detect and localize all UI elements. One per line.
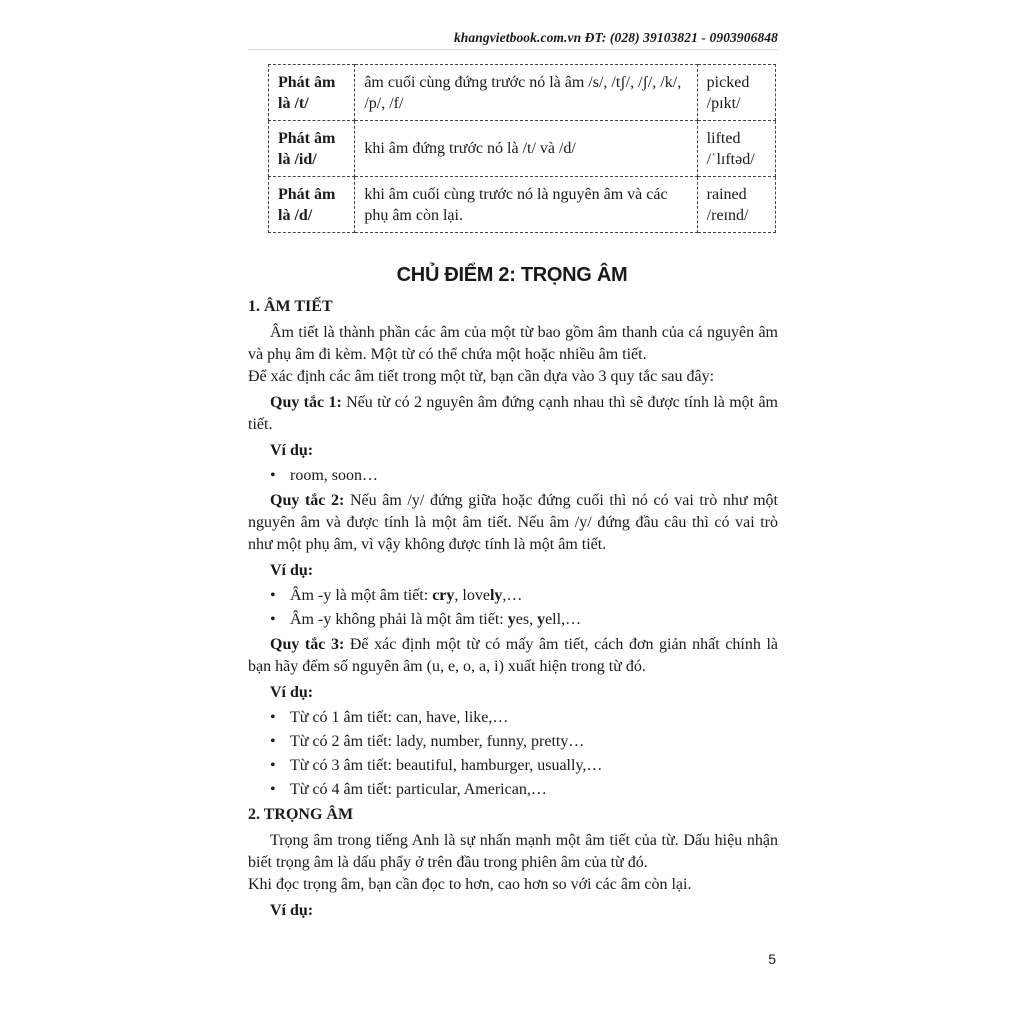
table-row — [269, 121, 776, 177]
bullet-icon: • — [270, 611, 276, 628]
table-cell-example — [697, 177, 775, 233]
text-fragment: ,… — [502, 587, 523, 604]
rule-label: Quy tắc 2: — [270, 492, 345, 509]
table-cell-rule: khi âm cuối cùng trước nó là nguyên âm và các phụ âm còn lại. — [355, 177, 697, 233]
list-item-text: Từ có 3 âm tiết: beautiful, hamburger, usually,… — [290, 757, 603, 774]
example-list — [248, 464, 778, 488]
label-line: Phát âm — [278, 73, 336, 91]
bullet-icon: • — [270, 757, 276, 774]
text-fragment: es, — [515, 611, 538, 628]
example-ipa: /ˈlɪftəd/ — [706, 150, 755, 168]
list-item — [270, 464, 778, 488]
bullet-icon: • — [270, 733, 276, 750]
example-heading: Ví dụ: — [270, 562, 314, 579]
table-cell-label — [269, 177, 355, 233]
paragraph: Khi đọc trọng âm, bạn cần đọc to hơn, cao hơn so với các âm còn lại. — [248, 876, 692, 893]
chapter-title: CHỦ ĐIỂM 2: TRỌNG ÂM — [396, 264, 628, 286]
rule-paragraph — [248, 392, 778, 436]
example-heading: Ví dụ: — [270, 442, 314, 459]
label-line: là /t/ — [278, 94, 309, 112]
list-item — [270, 706, 778, 730]
rule-text: Nếu âm /y/ đứng giữa hoặc đứng cuối thì nó có vai trò như một nguyên âm và được tính là một âm tiết. Nếu âm /y/ đứng đầu câu thì có vai trò như một phụ âm, vì vậy không được tính là một âm tiết. — [248, 492, 779, 553]
example-heading: Ví dụ: — [270, 684, 314, 701]
label-line: Phát âm — [278, 129, 336, 147]
text-fragment: ,… — [561, 611, 582, 628]
rule-paragraph — [248, 490, 778, 556]
table-row — [269, 65, 776, 121]
example-word: lifted — [706, 129, 741, 147]
table-cell-example — [697, 121, 775, 177]
list-item-text: room, soon… — [290, 467, 378, 484]
pronunciation-table — [268, 64, 776, 233]
list-item-text: Âm -y là một âm tiết: — [290, 587, 433, 604]
page-header: khangvietbook.com.vn ĐT: (028) 39103821 - 0903906848 — [453, 30, 778, 45]
text-fragment: , love — [454, 587, 490, 604]
example-ipa: /reɪnd/ — [706, 206, 749, 224]
list-item-text: Từ có 4 âm tiết: particular, American,… — [290, 781, 547, 798]
bullet-icon: • — [270, 467, 276, 484]
section-heading-syllable: 1. ÂM TIẾT — [248, 298, 333, 315]
paragraph: Trọng âm trong tiếng Anh là sự nhấn mạnh một âm tiết của từ. Dấu hiệu nhận biết trọng âm là dấu phẩy ở trên đầu trong phiên âm của từ đó. — [248, 832, 778, 871]
rule-text: Để xác định một từ có mấy âm tiết, cách đơn giản nhất chính là bạn hãy đếm số nguyên âm (u, e, o, a, i) xuất hiện trong từ đó. — [248, 636, 778, 675]
table-cell-rule: khi âm đứng trước nó là /t/ và /d/ — [355, 121, 697, 177]
page-number: 5 — [768, 951, 776, 967]
list-item-text: Từ có 2 âm tiết: lady, number, funny, pretty… — [290, 733, 585, 750]
bold-fragment: y — [507, 611, 516, 628]
rule-text: Nếu từ có 2 nguyên âm đứng cạnh nhau thì sẽ được tính là một âm tiết. — [248, 394, 778, 433]
rule-label: Quy tắc 3: — [270, 636, 345, 653]
label-line: Phát âm — [278, 185, 336, 203]
table-cell-rule: âm cuối cùng đứng trước nó là âm /s/, /tʃ/, /ʃ/, /k/, /p/, /f/ — [355, 65, 697, 121]
list-item — [270, 730, 778, 754]
bold-fragment: cry — [432, 587, 455, 604]
rule-label: Quy tắc 1: — [270, 394, 342, 411]
bold-fragment: ly — [489, 587, 503, 604]
bullet-icon: • — [270, 781, 276, 798]
label-line: là /d/ — [278, 206, 313, 224]
header-divider — [248, 49, 778, 50]
example-list — [248, 584, 778, 632]
list-item — [270, 778, 778, 802]
example-heading: Ví dụ: — [270, 902, 314, 919]
bold-fragment: y — [537, 611, 546, 628]
text-fragment: ell — [545, 611, 562, 628]
paragraph: Để xác định các âm tiết trong một từ, bạn cần dựa vào 3 quy tắc sau đây: — [248, 368, 715, 385]
example-ipa: /pɪkt/ — [706, 94, 741, 112]
main-content — [248, 296, 778, 924]
example-list — [248, 706, 778, 802]
list-item-text: Từ có 1 âm tiết: can, have, like,… — [290, 709, 509, 726]
table-cell-label — [269, 65, 355, 121]
rule-paragraph — [248, 634, 778, 678]
table-row — [269, 177, 776, 233]
label-line: là /id/ — [278, 150, 317, 168]
table-cell-example — [697, 65, 775, 121]
example-word: picked — [706, 73, 750, 91]
paragraph: Âm tiết là thành phần các âm của một từ bao gồm âm thanh của cá nguyên âm và phụ âm đi kèm. Một từ có thể chứa một hoặc nhiều âm tiết. — [248, 324, 778, 363]
bullet-icon: • — [270, 709, 276, 726]
list-item — [270, 608, 778, 632]
list-item — [270, 754, 778, 778]
example-word: rained — [706, 185, 747, 203]
section-heading-stress: 2. TRỌNG ÂM — [248, 806, 354, 823]
list-item-text: Âm -y không phải là một âm tiết: — [290, 611, 508, 628]
table-cell-label — [269, 121, 355, 177]
bullet-icon: • — [270, 587, 276, 604]
list-item — [270, 584, 778, 608]
